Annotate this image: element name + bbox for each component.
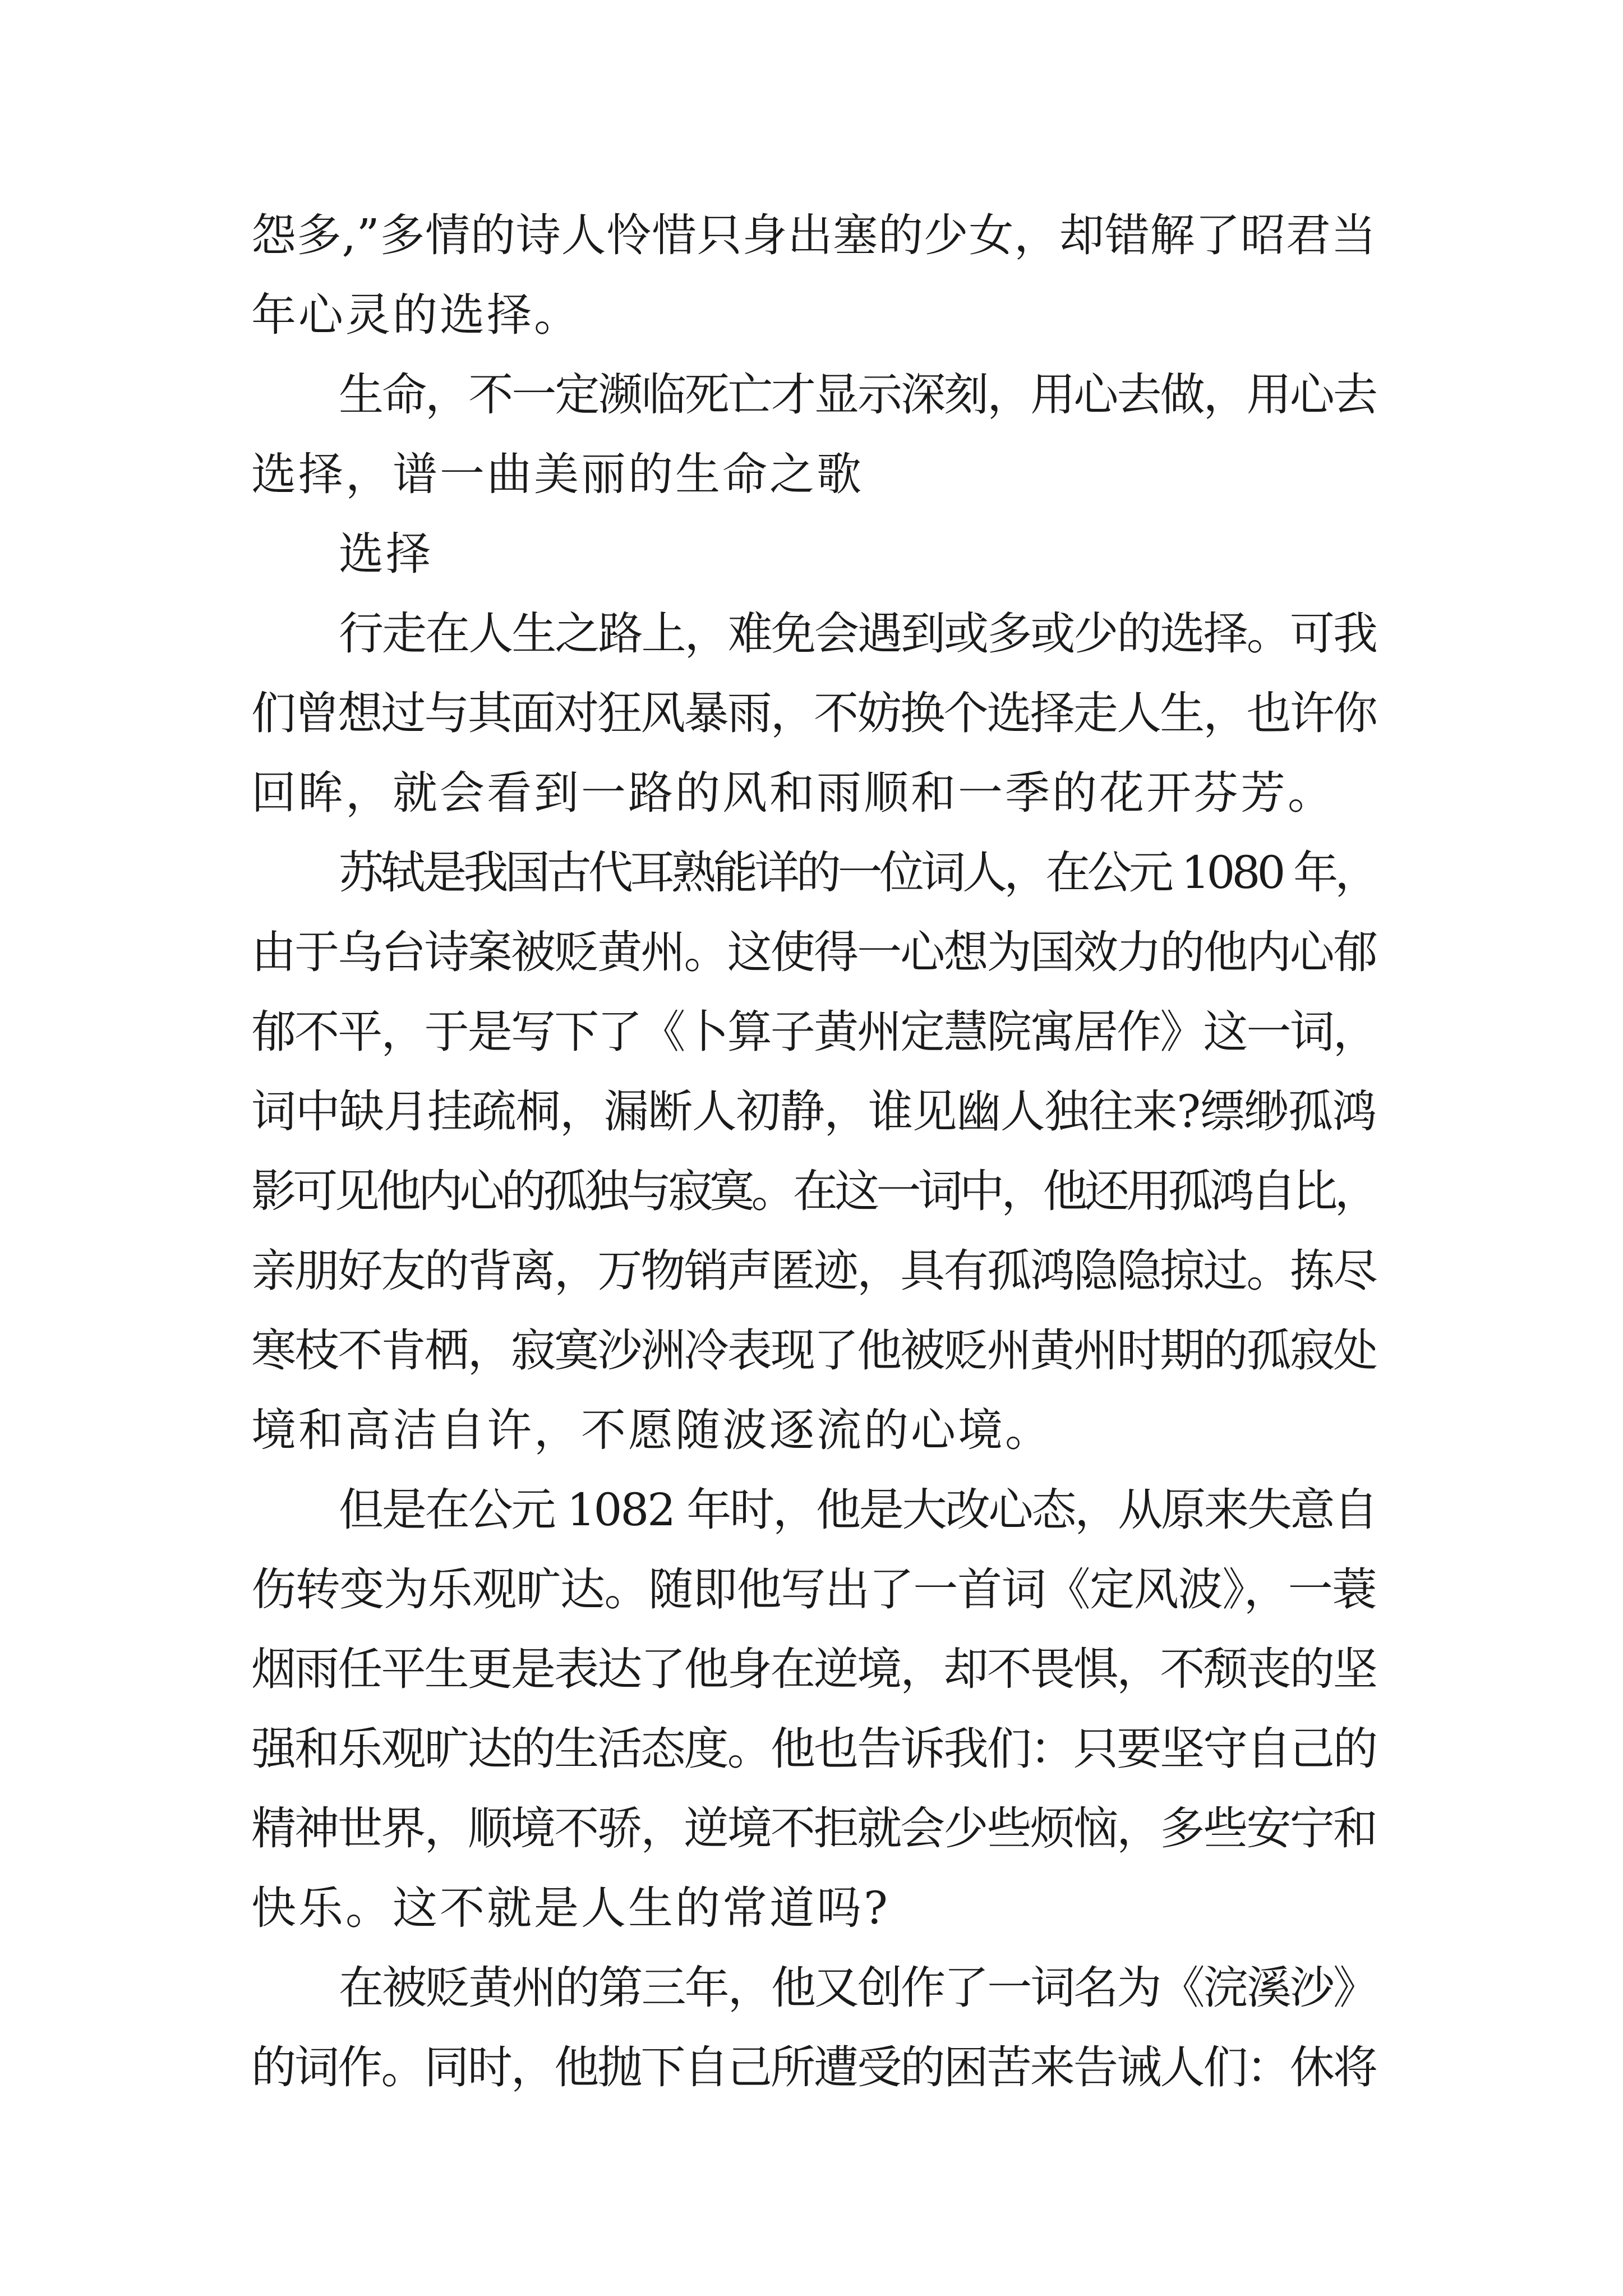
text-line: 行走在人生之路上，难免会遇到或多或少的选择。可我 — [339, 608, 1376, 660]
text-line: 在被贬黄州的第三年，他又创作了一词名为《浣溪沙》 — [339, 1962, 1376, 2014]
text-line: 回眸，就会看到一路的风和雨顺和一季的花开芬芳。 — [251, 767, 1335, 819]
text-line: 的词作。同时，他抛下自己所遭受的困苦来告诫人们：休将 — [251, 2041, 1376, 2093]
text-line: 苏轼是我国古代耳熟能详的一位词人，在公元 1080 年， — [339, 846, 1377, 899]
text-line: 烟雨任平生更是表达了他身在逆境，却不畏惧，不颓丧的坚 — [251, 1643, 1376, 1695]
text-line: 精神世界，顺境不骄，逆境不拒就会少些烦恼，多些安宁和 — [251, 1802, 1376, 1855]
text-line: 亲朋好友的背离，万物销声匿迹，具有孤鸿隐隐掠过。拣尽 — [251, 1245, 1376, 1297]
text-line: 生命，不一定濒临死亡才显示深刻，用心去做，用心去 — [339, 369, 1376, 421]
text-line: 但是在公元 1082 年时，他是大改心态，从原来失意自 — [339, 1484, 1377, 1536]
text-line: 影可见他内心的孤独与寂寞。在这一词中，他还用孤鸿自比， — [251, 1165, 1376, 1217]
section-heading: 选择 — [339, 528, 433, 580]
text-line: 选择，谱一曲美丽的生命之歌 — [251, 448, 864, 500]
text-line: 境和高洁自许，不愿随波逐流的心境。 — [251, 1404, 1052, 1456]
text-line: 快乐。这不就是人生的常道吗? — [251, 1882, 890, 1934]
text-line: 词中缺月挂疏桐，漏断人初静，谁见幽人独往来?缥缈孤鸿 — [251, 1085, 1376, 1138]
text-line: 怨多,”多情的诗人怜惜只身出塞的少女，却错解了昭君当 — [251, 209, 1377, 261]
text-line: 伤转变为乐观旷达。随即他写出了一首词《定风波》，一蓑 — [251, 1563, 1376, 1616]
text-line: 郁不平，于是写下了《卜算子黄州定慧院寓居作》这一词， — [251, 1006, 1376, 1058]
text-line: 寒枝不肯栖，寂寞沙洲冷表现了他被贬州黄州时期的孤寂处 — [251, 1324, 1376, 1377]
text-line: 强和乐观旷达的生活态度。他也告诉我们：只要坚守自己的 — [251, 1723, 1376, 1775]
text-line: 由于乌台诗案被贬黄州。这使得一心想为国效力的他内心郁 — [251, 926, 1376, 978]
text-line: 们曾想过与其面对狂风暴雨，不妨换个选择走人生，也许你 — [251, 687, 1376, 739]
text-line: 年心灵的选择。 — [251, 289, 581, 341]
